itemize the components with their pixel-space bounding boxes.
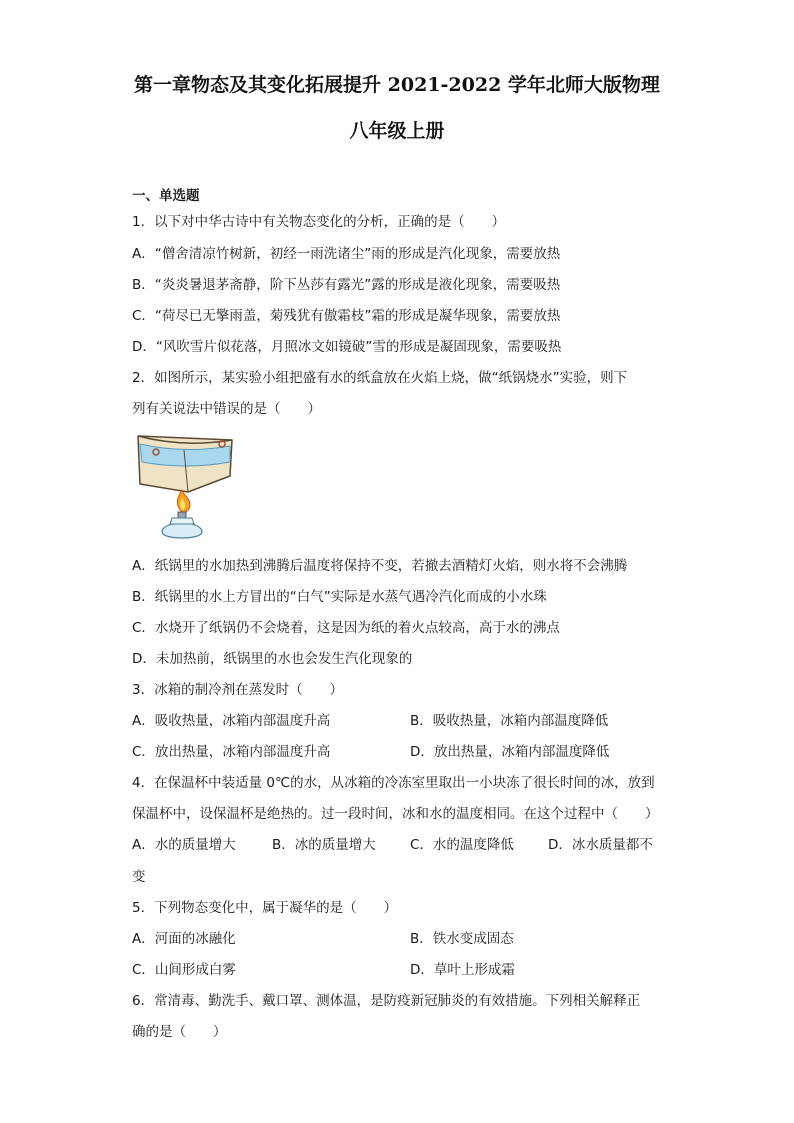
document-title-line1: 第一章物态及其变化拓展提升 2021-2022 学年北师大版物理 bbox=[134, 74, 660, 96]
question-5-stem: 5．下列物态变化中，属于凝华的是（ ） bbox=[132, 900, 398, 916]
question-4-stem-line2: 保温杯中，设保温杯是绝热的。过一段时间，冰和水的温度相同。在这个过程中（ ） bbox=[132, 806, 659, 822]
question-4-option-d-wrap: 变 bbox=[132, 869, 146, 885]
question-3-option-c: C．放出热量，冰箱内部温度升高 bbox=[132, 744, 331, 760]
question-4-option-d: D．冰水质量都不 bbox=[548, 837, 653, 853]
question-5-option-c: C．山间形成白雾 bbox=[132, 962, 236, 978]
flame-icon bbox=[177, 490, 190, 512]
question-2-option-b: B．纸锅里的水上方冒出的“白气”实际是水蒸气遇冷汽化而成的小水珠 bbox=[132, 589, 547, 605]
question-3-option-d: D．放出热量，冰箱内部温度降低 bbox=[410, 744, 610, 760]
question-4-option-c: C．水的温度降低 bbox=[410, 837, 514, 853]
question-4-option-a: A．水的质量增大 bbox=[132, 837, 236, 853]
document-title-line2: 八年级上册 bbox=[349, 120, 445, 142]
question-2-option-c: C．水烧开了纸锅仍不会烧着，这是因为纸的着火点较高，高于水的沸点 bbox=[132, 620, 560, 636]
question-6-stem-line2: 确的是（ ） bbox=[132, 1024, 227, 1040]
question-5-option-d: D．草叶上形成霜 bbox=[410, 962, 515, 978]
question-1-option-b: B．“炎炎暑退茅斋静，阶下丛莎有露光”露的形成是液化现象，需要吸热 bbox=[132, 277, 561, 293]
question-2-option-d: D．未加热前，纸锅里的水也会发生汽化现象的 bbox=[132, 651, 413, 667]
question-2-stem-line1: 2．如图所示，某实验小组把盛有水的纸盒放在火焰上烧，做“纸锅烧水”实验，则下 bbox=[132, 370, 628, 386]
question-1-stem: 1．以下对中华古诗中有关物态变化的分析，正确的是（ ） bbox=[132, 214, 506, 230]
question-2-stem-line2: 列有关说法中错误的是（ ） bbox=[132, 401, 321, 417]
question-3-stem: 3．冰箱的制冷剂在蒸发时（ ） bbox=[132, 682, 344, 698]
question-1-option-a: A．“僧舍清凉竹树新，初经一雨洗诸尘”雨的形成是汽化现象，需要放热 bbox=[132, 246, 561, 262]
paper-box-shape bbox=[138, 436, 232, 492]
question-3-option-a: A．吸收热量，冰箱内部温度升高 bbox=[132, 713, 331, 729]
paper-pot-figure bbox=[132, 432, 242, 544]
question-1-option-c: C．“荷尽已无擎雨盖，菊残犹有傲霜枝”霜的形成是凝华现象，需要放热 bbox=[132, 308, 561, 324]
question-2-option-a: A．纸锅里的水加热到沸腾后温度将保持不变，若撤去酒精灯火焰，则水将不会沸腾 bbox=[132, 558, 628, 574]
question-5-option-a: A．河面的冰融化 bbox=[132, 931, 236, 947]
question-3-option-b: B．吸收热量，冰箱内部温度降低 bbox=[410, 713, 609, 729]
question-6-stem-line1: 6．常清毒、勤洗手、戴口罩、测体温，是防疫新冠肺炎的有效措施。下列相关解释正 bbox=[132, 993, 641, 1009]
section-heading: 一、单选题 bbox=[132, 188, 200, 204]
alcohol-lamp-icon bbox=[162, 512, 202, 538]
question-1-option-d: D．“风吹雪片似花落，月照冰文如镜破”雪的形成是凝固现象，需要吸热 bbox=[132, 339, 562, 355]
question-5-option-b: B．铁水变成固态 bbox=[410, 931, 514, 947]
question-4-option-b: B．冰的质量增大 bbox=[272, 837, 376, 853]
question-4-stem-line1: 4．在保温杯中装适量 0℃的水，从冰箱的冷冻室里取出一小块冻了很长时间的冰，放到 bbox=[132, 775, 655, 791]
